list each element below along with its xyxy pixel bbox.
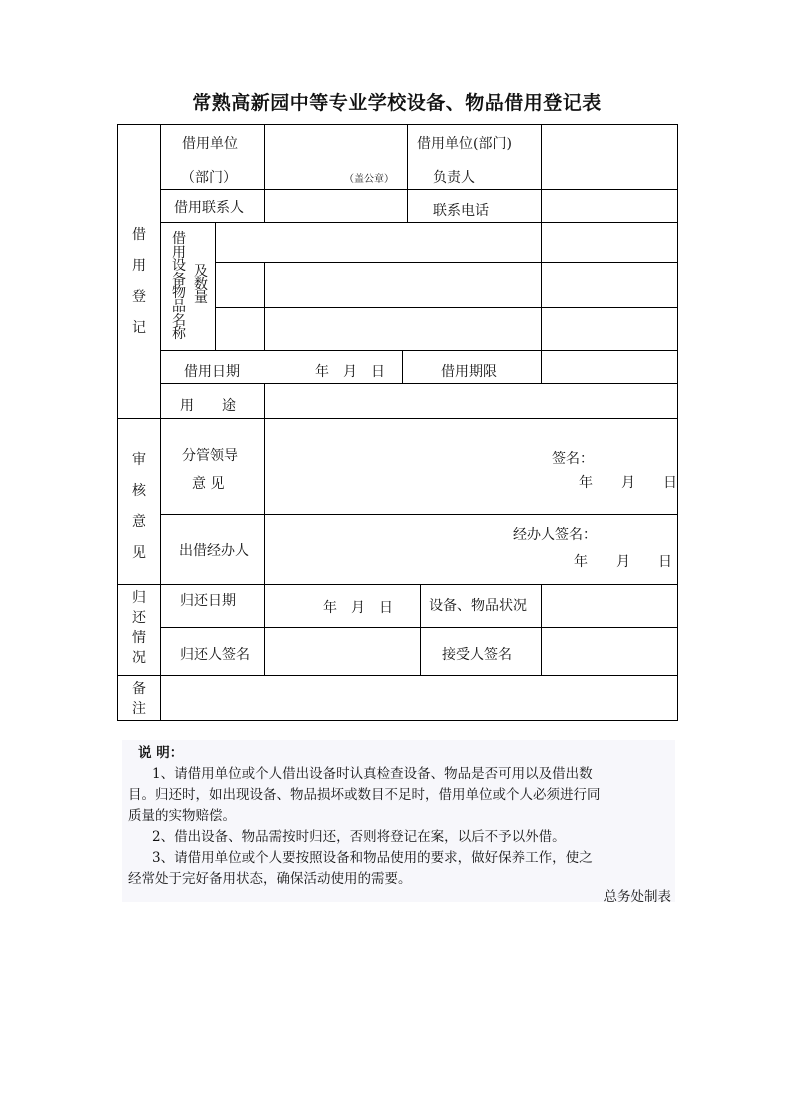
rule-return1	[160, 627, 678, 628]
borrow-date-value: 年 月 日	[315, 364, 385, 380]
col-return-status	[420, 584, 421, 675]
borrow-date-label: 借用日期	[184, 364, 240, 380]
notes-panel	[122, 740, 675, 905]
notes-item3-line1: 3、请借用单位或个人要按照设备和物品使用的要求，做好保养工作，使之	[152, 850, 593, 866]
unit-head-label-line2: 负责人	[433, 170, 475, 186]
leader-sign-date: 年 月 日	[579, 475, 677, 491]
border-bottom	[117, 720, 678, 721]
rule-return-end	[117, 675, 678, 676]
col-unit	[264, 124, 265, 222]
item-qty-label	[194, 266, 210, 305]
phone-label: 联系电话	[433, 203, 489, 219]
rule-date	[160, 383, 678, 384]
section-remark-text: 备注	[132, 681, 146, 717]
col-head	[407, 124, 408, 222]
border-right	[677, 124, 678, 721]
section-borrow-text: 借用登记	[132, 227, 146, 336]
notes-footer: 总务处制表	[603, 889, 671, 905]
notes-item1-line3: 质量的实物赔偿。	[128, 808, 236, 824]
col-item-label	[215, 222, 216, 350]
col-right-date	[541, 350, 542, 383]
leader-label-line1: 分管领导	[182, 448, 238, 464]
receiver-sign-label: 接受人签名	[442, 647, 512, 663]
item-qty-text: 及数量	[194, 264, 208, 306]
leader-sign-label: 签名：	[552, 451, 594, 467]
contact-label: 借用联系人	[174, 200, 244, 216]
rule-item1	[215, 262, 678, 263]
unit-head-label-line1: 借用单位(部门)	[417, 136, 512, 152]
handler-sign-label: 经办人签名：	[513, 527, 597, 543]
item-name-text: 借用设备物品名称	[172, 231, 186, 343]
col-right-top	[541, 124, 542, 350]
rule-borrow-end	[117, 418, 678, 419]
border-left	[117, 124, 118, 721]
notes-item1-line2: 目。归还时，如出现设备、物品损坏或数目不足时，借用单位或个人必须进行同	[128, 787, 601, 803]
section-review-text: 审核意见	[132, 452, 146, 561]
return-date-label: 归还日期	[180, 593, 236, 609]
rule-unit	[160, 189, 678, 190]
col-lower	[264, 383, 265, 675]
notes-item2: 2、借出设备、物品需按时归还，否则将登记在案，以后不予以外借。	[152, 829, 566, 845]
rule-leader	[160, 514, 678, 515]
section-return-label	[131, 588, 147, 668]
col-items-b	[264, 262, 265, 350]
handler-label: 出借经办人	[179, 543, 249, 559]
leader-label-line2: 意 见	[192, 476, 225, 492]
border-top	[117, 124, 678, 125]
col-right-return	[541, 584, 542, 675]
seal-note: （盖公章）	[344, 174, 394, 185]
rule-contact	[160, 222, 678, 223]
notes-title: 说 明：	[138, 745, 184, 761]
section-review-label	[131, 445, 147, 569]
registration-form	[117, 124, 678, 721]
unit-label-line2: （部门）	[181, 170, 237, 186]
section-borrow-label	[131, 220, 147, 344]
notes-item1-line1: 1、请借用单位或个人借出设备时认真检查设备、物品是否可用以及借出数	[152, 766, 593, 782]
returner-sign-label: 归还人签名	[180, 647, 250, 663]
return-date-value: 年 月 日	[323, 600, 393, 616]
section-divider	[160, 124, 161, 721]
borrow-term-label: 借用期限	[441, 364, 497, 380]
col-date-term	[402, 350, 403, 383]
item-name-label	[172, 233, 188, 342]
item-status-label: 设备、物品状况	[429, 598, 527, 614]
section-remark-label	[131, 679, 147, 719]
unit-label-line1: 借用单位	[182, 136, 238, 152]
form-title: 常熟高新园中等专业学校设备、物品借用登记表	[192, 92, 602, 114]
purpose-label: 用 途	[180, 398, 236, 414]
notes-item3-line2: 经常处于完好备用状态，确保活动使用的需要。	[128, 871, 412, 887]
rule-review-end	[117, 584, 678, 585]
rule-items	[160, 350, 678, 351]
rule-item2	[215, 307, 678, 308]
section-return-text: 归还情况	[132, 590, 146, 666]
handler-sign-date: 年 月 日	[574, 554, 672, 570]
